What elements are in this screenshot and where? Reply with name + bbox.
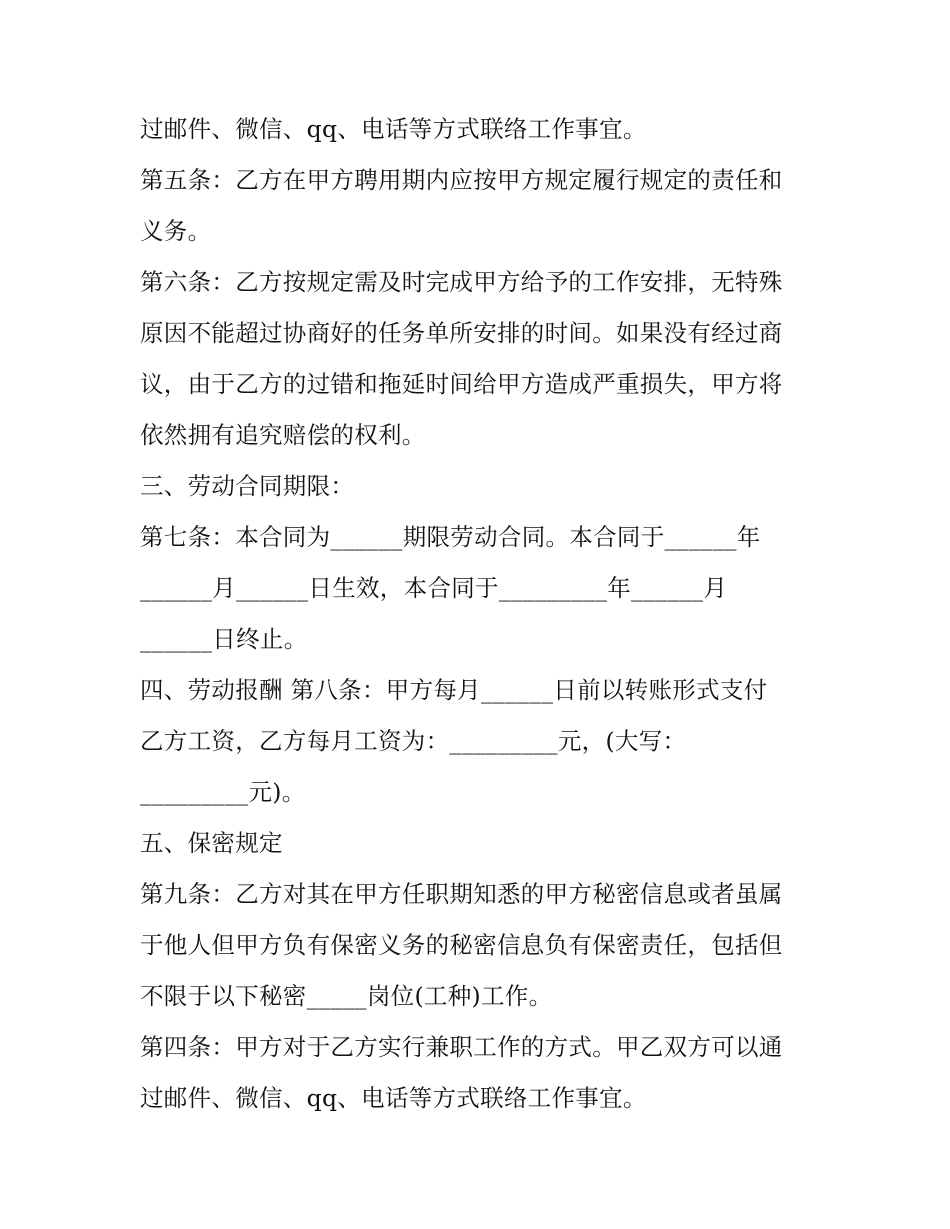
text-line: ______日终止。 (140, 625, 308, 653)
text-line: 过邮件、微信、qq、电话等方式联络工作事宜。 (140, 1084, 647, 1112)
section-heading: 五、保密规定 (140, 829, 283, 857)
text-line: 过邮件、微信、qq、电话等方式联络工作事宜。 (140, 115, 647, 143)
text-line: 依然拥有追究赔偿的权利。 (140, 421, 426, 449)
text-line: 不限于以下秘密_____岗位(工种)工作。 (140, 982, 553, 1010)
text-line: 第四条：甲方对于乙方实行兼职工作的方式。甲乙双方可以通 (140, 1033, 783, 1061)
text-line: 第七条：本合同为______期限劳动合同。本合同于______年 (140, 523, 761, 551)
text-line: _________元)。 (140, 778, 306, 806)
text-line: ______月______日生效，本合同于_________年______月 (140, 574, 728, 602)
text-line: 第五条：乙方在甲方聘用期内应按甲方规定履行规定的责任和 (140, 166, 783, 194)
document-body (140, 104, 820, 1124)
text-line: 第六条：乙方按规定需及时完成甲方给予的工作安排，无特殊 (140, 268, 783, 296)
text-line: 义务。 (140, 217, 212, 245)
text-line: 议，由于乙方的过错和拖延时间给甲方造成严重损失，甲方将 (140, 370, 783, 398)
section-heading: 三、劳动合同期限： (140, 472, 355, 500)
text-line: 于他人但甲方负有保密义务的秘密信息负有保密责任，包括但 (140, 931, 783, 959)
text-line: 第九条：乙方对其在甲方任职期知悉的甲方秘密信息或者虽属 (140, 880, 783, 908)
text-line: 原因不能超过协商好的任务单所安排的时间。如果没有经过商 (140, 319, 783, 347)
text-line: 乙方工资，乙方每月工资为：_________元，(大写： (140, 727, 687, 755)
section-heading: 四、劳动报酬 第八条：甲方每月______日前以转账形式支付 (140, 676, 768, 704)
